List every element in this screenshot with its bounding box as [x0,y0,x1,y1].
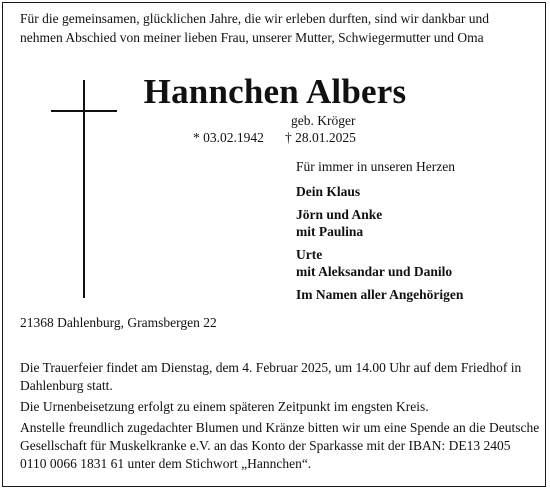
deceased-name: Hannchen Albers [143,72,407,111]
mourner-line: Jörn und Anke [296,207,383,222]
mourner-line: mit Aleksandar und Danilo [296,264,453,279]
mourner-line: Im Namen aller Angehörigen [296,287,464,302]
mourner-group [296,183,536,200]
death-date: † 28.01.2025 [285,130,356,145]
intro-text: Für die gemeinsamen, glücklichen Jahre, die wir erleben durften, sind wir dankbar und nehmen Abschied von meiner lieben Frau, unserer Mutter, Schwiegermutter und Oma [20,11,489,45]
cross-icon [83,80,85,298]
maiden-name: geb. Kröger [291,113,356,128]
urn-burial-paragraph: Die Urnenbeisetzung erfolgt zu einem späteren Zeitpunkt im engsten Kreis. [20,399,429,414]
funeral-service-paragraph: Die Trauerfeier findet am Dienstag, dem 4. Februar 2025, um 14.00 Uhr auf dem Friedhof in Dahlenburg statt. [20,360,522,393]
mourners-lead: Für immer in unseren Herzen [296,159,455,174]
mourner-line: Dein Klaus [296,184,361,199]
mourner-group [296,206,536,240]
mourner-line: Urte [296,247,323,262]
birth-date: * 03.02.1942 [193,130,264,145]
donation-paragraph: Anstelle freundlich zugedachter Blumen und Kränze bitten wir um eine Spende an die Deutsche Gesellschaft für Muskelkranke e.V. an das Konto der Sparkasse mit der IBAN: DE13 2405 0110 0066 1831 61 unter dem Stichwort „Hannchen“. [20,420,540,471]
family-address: 21368 Dahlenburg, Gramsbergen 22 [20,315,217,330]
mourner-line: mit Paulina [296,224,364,239]
mourner-group [296,246,536,280]
mourners-block [296,158,536,309]
mourner-group [296,286,536,303]
